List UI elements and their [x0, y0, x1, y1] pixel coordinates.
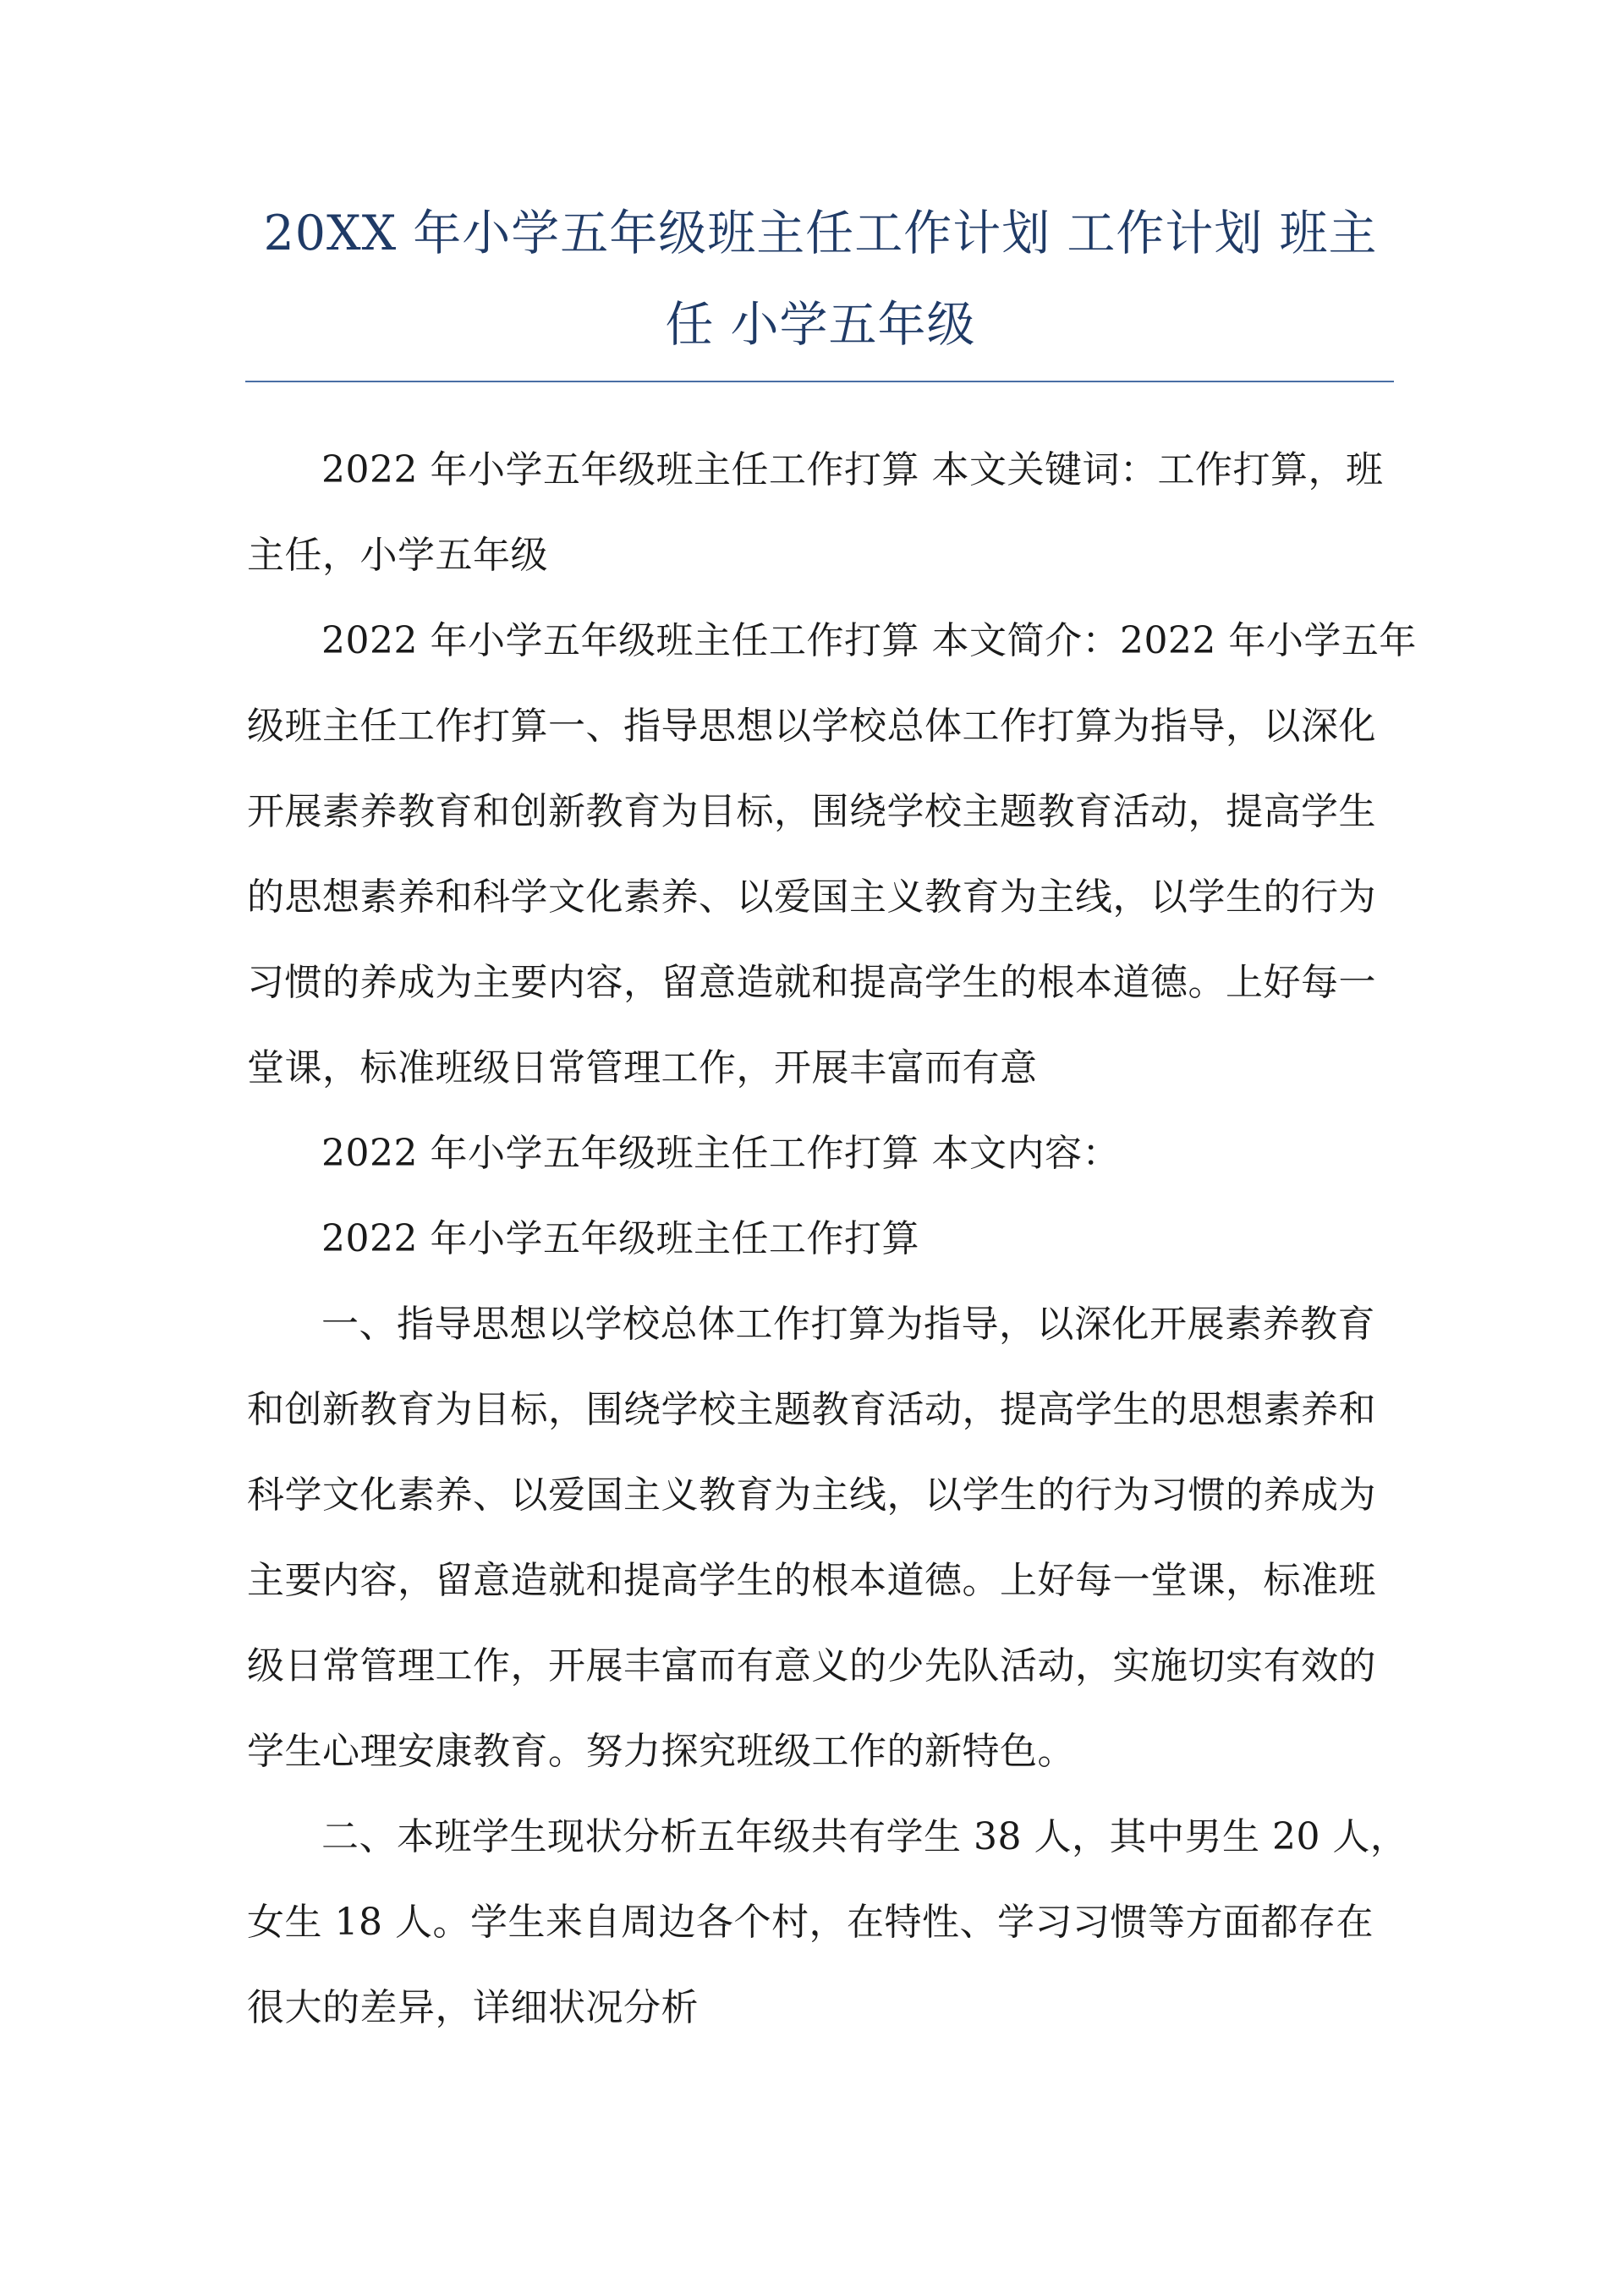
paragraph-keywords	[247, 427, 1397, 598]
paragraph-line: 的思想素养和科学文化素养、以爱国主义教育为主线，以学生的行为	[247, 875, 1376, 919]
paragraph-line: 主任，小学五年级	[247, 534, 548, 577]
paragraph-content-heading	[247, 1111, 1397, 1196]
paragraph-line: 习惯的养成为主要内容，留意造就和提高学生的根本道德。上好每一	[247, 961, 1376, 1004]
paragraph-line: 主要内容，留意造就和提高学生的根本道德。上好每一堂课，标准班	[247, 1559, 1376, 1602]
paragraph-line: 一、指导思想以学校总体工作打算为指导，以深化开展素养教育	[321, 1303, 1375, 1346]
paragraph-plan-title	[247, 1196, 1397, 1281]
paragraph-line: 女生 18 人。学生来自周边各个村，在特性、学习习惯等方面都存在	[247, 1901, 1374, 1944]
paragraph-line: 科学文化素养、以爱国主义教育为主线，以学生的行为习惯的养成为	[247, 1474, 1376, 1517]
paragraph-line: 级日常管理工作，开展丰富而有意义的少先队活动，实施切实有效的	[247, 1644, 1376, 1688]
paragraph-line: 堂课，标准班级日常管理工作，开展丰富而有意	[247, 1046, 1038, 1089]
paragraph-line: 学生心理安康教育。努力探究班级工作的新特色。	[247, 1730, 1075, 1773]
title-underline-rule	[245, 381, 1394, 382]
paragraph-line: 2022 年小学五年级班主任工作打算 本文内容：	[321, 1132, 1120, 1175]
paragraph-line: 2022 年小学五年级班主任工作打算 本文关键词：工作打算，班	[321, 448, 1384, 491]
paragraph-guiding-ideology	[247, 1281, 1397, 1794]
paragraph-student-analysis	[247, 1794, 1408, 2050]
paragraph-line: 很大的差异，详细状况分析	[247, 1986, 699, 2029]
paragraph-line: 二、本班学生现状分析五年级共有学生 38 人，其中男生 20 人，	[321, 1815, 1408, 1858]
document-title	[245, 188, 1396, 370]
paragraph-line: 2022 年小学五年级班主任工作打算	[321, 1217, 919, 1260]
document-body	[247, 427, 1417, 2050]
paragraph-line: 2022 年小学五年级班主任工作打算 本文简介：2022 年小学五年	[321, 619, 1417, 662]
paragraph-summary	[247, 598, 1417, 1111]
title-line-2: 任 小学五年级	[665, 297, 976, 353]
paragraph-line: 和创新教育为目标，围绕学校主题教育活动，提高学生的思想素养和	[247, 1388, 1376, 1431]
paragraph-line: 级班主任工作打算一、指导思想以学校总体工作打算为指导，以深化	[247, 705, 1376, 748]
paragraph-line: 开展素养教育和创新教育为目标，围绕学校主题教育活动，提高学生	[247, 790, 1376, 833]
title-line-1: 20XX 年小学五年级班主任工作计划 工作计划 班主	[263, 206, 1378, 261]
